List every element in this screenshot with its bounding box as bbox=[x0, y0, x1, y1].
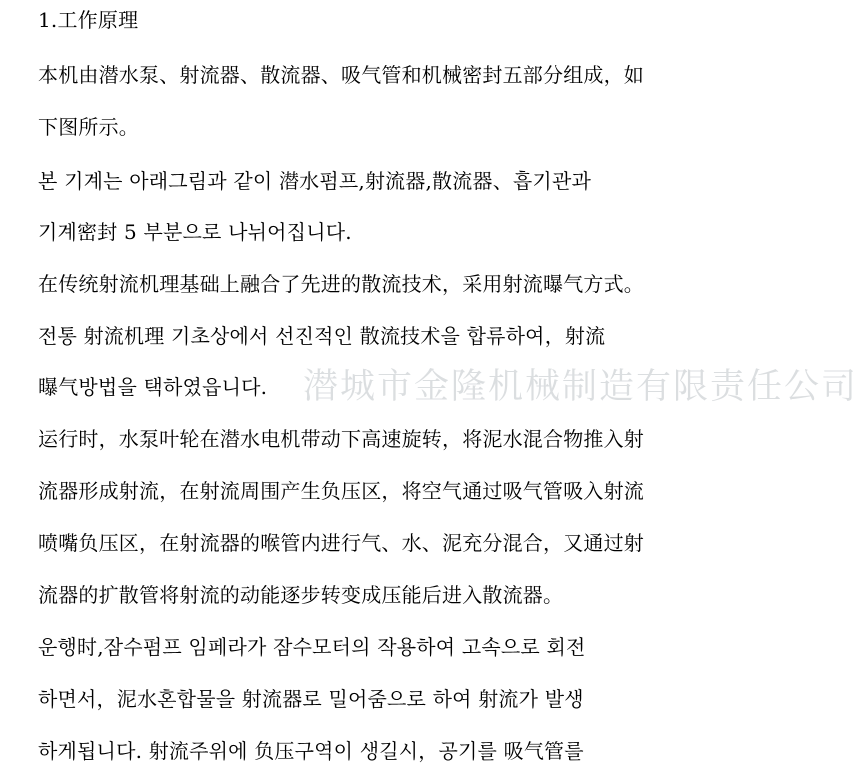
paragraph-line-13: 하면서，泥水혼합물을 射流器로 밀어줌으로 하여 射流가 발생 bbox=[38, 687, 584, 711]
paragraph-line-3: 본 기계는 아래그림과 같이 潜水펌프,射流器,散流器、흡기관과 bbox=[38, 169, 591, 193]
paragraph-line-7: 曝气방법을 택하였읍니다. bbox=[38, 375, 268, 399]
paragraph-line-6: 전통 射流机理 기초상에서 선진적인 散流技术을 합류하여，射流 bbox=[38, 324, 606, 348]
paragraph-line-14: 하게됩니다. 射流주위에 负压구역이 생길시，공기를 吸气管를 bbox=[38, 739, 584, 763]
paragraph-line-10: 喷嘴负压区，在射流器的喉管内进行气、水、泥充分混合，又通过射 bbox=[38, 531, 644, 555]
paragraph-line-2: 下图所示。 bbox=[38, 115, 139, 139]
paragraph-line-4: 기계密封 5 부분으로 나뉘어집니다. bbox=[38, 220, 352, 244]
company-watermark: 潜城市金隆机械制造有限责任公司 bbox=[303, 367, 858, 407]
section-heading: 1.工作原理 bbox=[38, 8, 139, 32]
paragraph-line-11: 流器的扩散管将射流的动能逐步转变成压能后进入散流器。 bbox=[38, 583, 564, 607]
paragraph-line-8: 运行时，水泵叶轮在潜水电机带动下高速旋转，将泥水混合物推入射 bbox=[38, 427, 644, 451]
paragraph-line-12: 운행时,잠수펌프 임페라가 잠수모터의 작용하여 고속으로 회전 bbox=[38, 635, 586, 659]
paragraph-line-9: 流器形成射流，在射流周围产生负压区，将空气通过吸气管吸入射流 bbox=[38, 479, 644, 503]
paragraph-line-5: 在传统射流机理基础上融合了先进的散流技术，采用射流曝气方式。 bbox=[38, 272, 644, 296]
paragraph-line-1: 本机由潜水泵、射流器、散流器、吸气管和机械密封五部分组成，如 bbox=[38, 63, 644, 87]
